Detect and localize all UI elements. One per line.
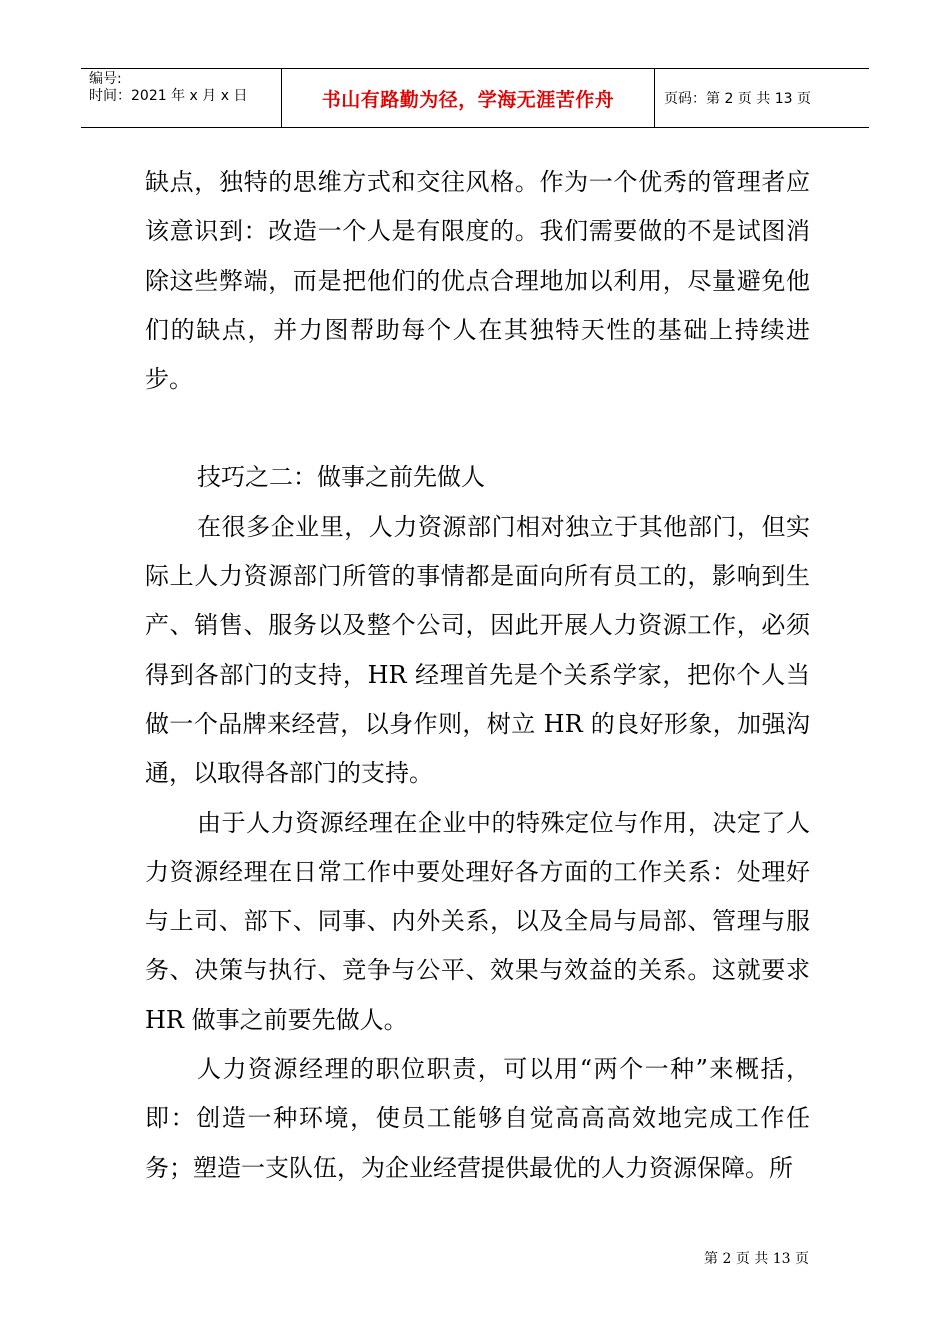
page-footer: 第 2 页 共 13 页 — [704, 1251, 809, 1267]
document-body — [145, 158, 810, 1193]
header-page-info: 页码：第 2 页 共 13 页 — [664, 91, 811, 107]
header-meta-cell — [81, 69, 282, 127]
section-heading: 技巧之二：做事之前先做人 — [197, 463, 485, 492]
paragraph: 由于人力资源经理在企业中的特殊定位与作用，决定了人力资源经理在日常工作中要处理好各方面的工作关系：处理好与上司、部下、同事、内外关系，以及全局与局部、管理与服务、决策与执行、竞争与公平、效果与效益的关系。这就要求 HR 做事之前要先做人。 — [145, 808, 810, 1034]
document-time-label: 时间：2021 年 x 月 x 日 — [89, 88, 248, 104]
paragraph: 在很多企业里，人力资源部门相对独立于其他部门，但实际上人力资源部门所管的事情都是面向所有员工的，影响到生产、销售、服务以及整个公司，因此开展人力资源工作，必须得到各部门的支持，HR 经理首先是个关系学家，把你个人当做一个品牌来经营，以身作则，树立 HR 的良好形象，加强沟通，以取得各部门的支持。 — [145, 512, 810, 788]
paragraph: 人力资源经理的职位职责，可以用“两个一种”来概括，即：创造一种环境，使员工能够自觉高高高效地完成工作任务；塑造一支队伍，为企业经营提供最优的人力资源保障。所 — [145, 1055, 810, 1182]
paragraph: 缺点，独特的思维方式和交往风格。作为一个优秀的管理者应该意识到：改造一个人是有限度的。我们需要做的不是试图消除这些弊端，而是把他们的优点合理地加以利用，尽量避免他们的缺点，并力图帮助每个人在其独特天性的基础上持续进步。 — [145, 168, 810, 394]
page-header — [81, 68, 869, 128]
header-motto: 书山有路勤为径，学海无涯苦作舟 — [282, 69, 655, 127]
document-number-label: 编号: — [89, 71, 122, 87]
